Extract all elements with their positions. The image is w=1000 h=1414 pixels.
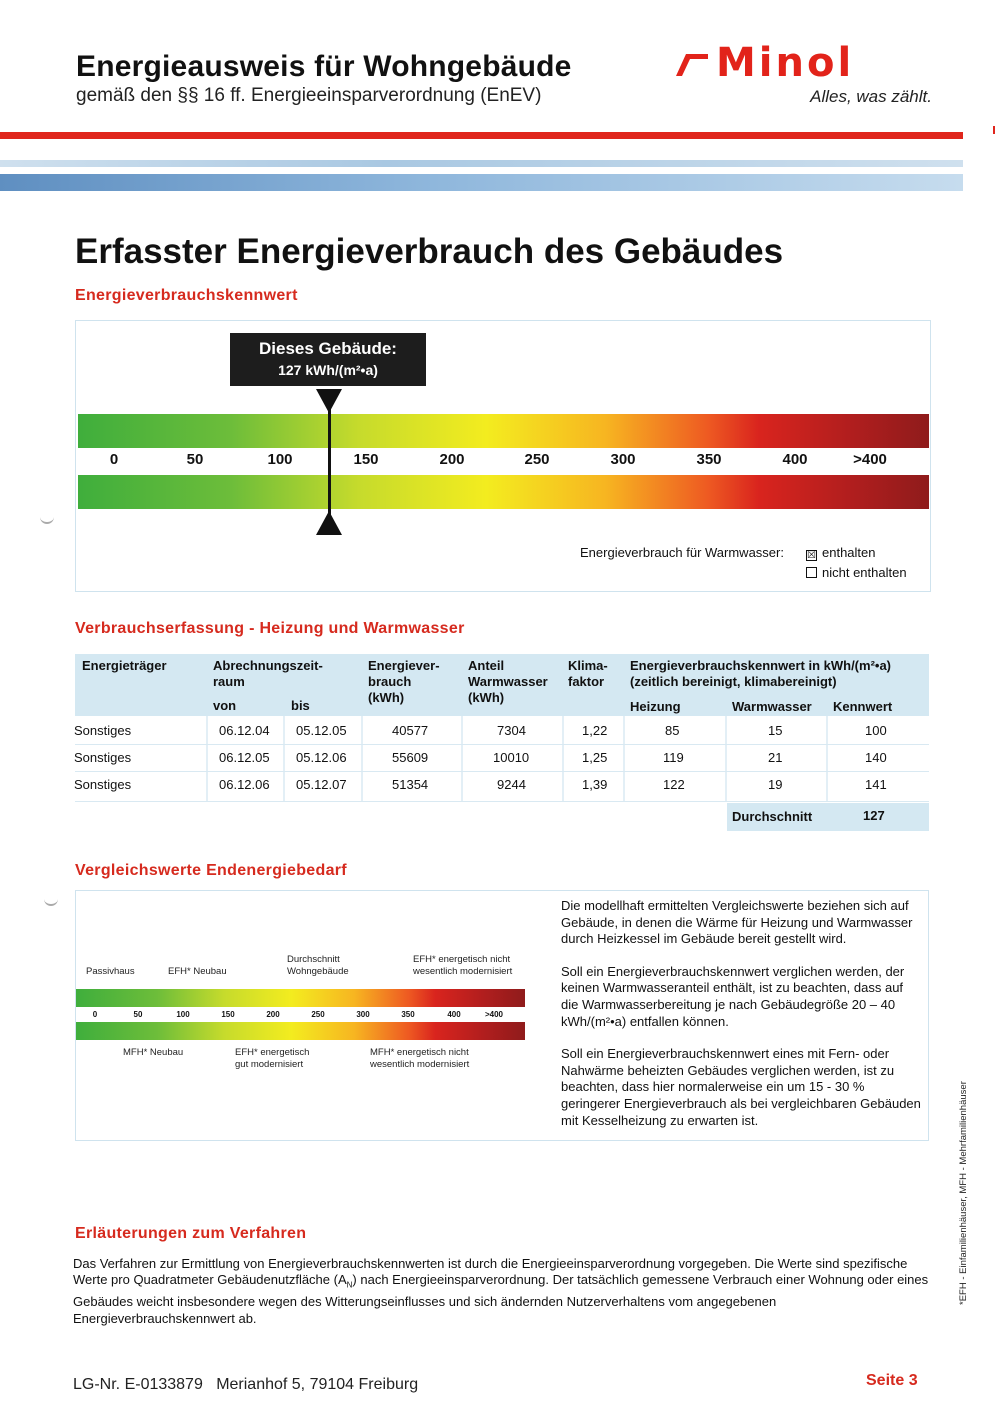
punch-hole-mark: [44, 896, 58, 906]
scale-tick: 300: [610, 451, 636, 468]
comparison-tick: 50: [133, 1010, 143, 1019]
cell-warmwater: 19: [768, 777, 783, 792]
document-subtitle: gemäß den §§ 16 ff. Energieeinsparverordnung (EnEV): [76, 85, 542, 106]
cell-to: 05.12.07: [296, 777, 347, 792]
cell-from: 06.12.06: [219, 777, 270, 792]
comparison-scale-bar-bottom: [76, 1022, 525, 1040]
cell-kennwert: 141: [865, 777, 887, 792]
comparison-tick: 200: [266, 1010, 280, 1019]
section-title-explanation: Erläuterungen zum Verfahren: [75, 1225, 307, 1242]
ref-efh-gut-2: gut modernisiert: [235, 1059, 304, 1070]
cell-to: 05.12.06: [296, 750, 347, 765]
cell-consumption: 51354: [392, 777, 429, 792]
cell-warmwater: 15: [768, 723, 783, 738]
section-title-comparison: Vergleichswerte Endenergiebedarf: [75, 862, 347, 879]
footer-address: LG-Nr. E-0133879 Merianhof 5, 79104 Freiburg: [73, 1376, 419, 1393]
th-share-3: (kWh): [468, 690, 505, 705]
ref-average-2: Wohngebäude: [287, 966, 349, 977]
cell-kennwert: 140: [865, 750, 887, 765]
th-share-2: Warmwasser: [468, 674, 548, 689]
th-from: von: [213, 698, 237, 713]
th-consumption-3: (kWh): [368, 690, 405, 705]
comparison-note: Die modellhaft ermittelten Vergleichswerte beziehen sich auf Gebäude, in denen die Wärme für Heizung und Warmwasser durch Heizkessel im Gebäude bereit gestellt wird.: [561, 898, 913, 947]
explanation-subscript: N: [346, 1281, 353, 1290]
checked-box-icon: ☒: [807, 550, 816, 561]
scale-tick: 400: [782, 451, 808, 468]
scale-tick: 200: [439, 451, 465, 468]
cell-heating: 122: [663, 777, 685, 792]
table-header: [75, 654, 929, 716]
cell-heating: 119: [663, 750, 684, 765]
scale-tick: 50: [186, 451, 204, 468]
light-blue-stripe: [0, 160, 963, 167]
th-period-2: raum: [213, 674, 245, 689]
scale-tick: 100: [267, 451, 293, 468]
cell-from: 06.12.05: [219, 750, 270, 765]
comparison-scale-bar-top: [76, 989, 525, 1007]
ref-efh-neubau: EFH* Neubau: [168, 966, 227, 977]
th-warmwater: Warmwasser: [732, 699, 812, 714]
comparison-tick: 400: [447, 1010, 461, 1019]
ref-mfh-nicht-2: wesentlich modernisiert: [370, 1059, 470, 1070]
th-consumption-2: brauch: [368, 674, 412, 689]
explanation-text: [73, 1256, 935, 1327]
warmwater-label: Energieverbrauch für Warmwasser:: [580, 545, 784, 560]
comparison-notes: [561, 898, 923, 1145]
scale-tick: 0: [109, 451, 119, 468]
option-not-included: [806, 565, 907, 580]
scale-tick: 350: [696, 451, 722, 468]
cell-from: 06.12.04: [219, 723, 270, 738]
minol-logo: [672, 40, 934, 114]
punch-hole-mark: [40, 514, 54, 524]
empty-box-icon: [806, 567, 817, 578]
option-included: [806, 545, 876, 560]
cell-warmwater-share: 7304: [497, 723, 526, 738]
comparison-note: Soll ein Energieverbrauchskennwert verglichen werden, der keinen Warmwasseranteil enthält, ist zu beachten, dass auf die Warmwasserbereitung je nach Gebäudegröße 20 – 40 kWh/(m²•a) entfallen können.: [561, 963, 905, 1029]
building-value: 127 kWh/(m²•a): [278, 362, 378, 378]
brand-name: Minol: [716, 40, 855, 86]
comparison-panel: [75, 890, 929, 1141]
cell-consumption: 40577: [392, 723, 429, 738]
edge-mark: [993, 126, 995, 134]
section-title-kennwert: Energieverbrauchskennwert: [75, 287, 298, 304]
brand-slogan: Alles, was zählt.: [810, 87, 932, 106]
cell-to: 05.12.05: [296, 723, 347, 738]
blue-stripe: [0, 174, 963, 191]
th-to: bis: [291, 698, 310, 713]
cell-climate-factor: 1,25: [582, 750, 608, 765]
main-heading: Erfasster Energieverbrauch des Gebäudes: [75, 232, 784, 271]
table-row: [0, 777, 1000, 797]
th-period-1: Abrechnungszeit-: [213, 658, 323, 673]
page-number: Seite 3: [866, 1372, 918, 1389]
th-climate-1: Klima-: [568, 658, 608, 673]
th-consumption-1: Energiever-: [368, 658, 440, 673]
th-kennwert-1: Energieverbrauchskennwert in kWh/(m²•a): [630, 658, 892, 673]
building-label: Dieses Gebäude:: [259, 339, 397, 358]
average-value: 127: [863, 808, 885, 823]
comparison-tick: >400: [484, 1010, 504, 1019]
cell-heating: 85: [665, 723, 680, 738]
average-row: [727, 803, 929, 831]
cell-carrier: Sonstiges: [74, 777, 132, 792]
ref-efh-nicht-1: EFH* energetisch nicht: [413, 954, 511, 965]
document-title: Energieausweis für Wohngebäude: [76, 50, 572, 83]
cell-carrier: Sonstiges: [74, 750, 132, 765]
ref-mfh-neubau: MFH* Neubau: [123, 1047, 184, 1058]
building-value-box: [230, 333, 426, 386]
comparison-tick: 300: [356, 1010, 370, 1019]
th-share-1: Anteil: [468, 658, 505, 673]
explanation-part-1: Das Verfahren zur Ermittlung von Energieverbrauchskennwerten ist durch die Energieeinsparverordnung vorgegeben. Die Werte sind spezifische Werte pro Quadratmeter Gebäudenutzfläche (A: [73, 1256, 908, 1288]
comparison-tick: 0: [92, 1010, 98, 1019]
comparison-tick: 100: [176, 1010, 190, 1019]
cell-warmwater: 21: [768, 750, 783, 765]
cell-kennwert: 100: [865, 723, 887, 738]
ref-average-1: Durchschnitt: [287, 954, 340, 965]
option-included-label: enthalten: [822, 545, 876, 560]
energy-scale-panel: [75, 320, 931, 592]
comparison-tick: 250: [311, 1010, 325, 1019]
row-separator: [75, 744, 929, 745]
cell-warmwater-share: 10010: [493, 750, 530, 765]
row-separator: [75, 801, 929, 802]
logo-mark-icon: [672, 50, 710, 78]
comparison-tick: 150: [221, 1010, 235, 1019]
red-stripe: [0, 132, 963, 139]
scale-tick: 250: [524, 451, 550, 468]
cell-warmwater-share: 9244: [497, 777, 526, 792]
section-title-consumption: Verbrauchserfassung - Heizung und Warmwasser: [75, 620, 465, 637]
cell-carrier: Sonstiges: [74, 723, 132, 738]
explanation-part-2: ) nach Energieeinsparverordnung. Der tatsächlich gemessene Verbrauch einer Wohnung oder eines Gebäudes weicht insbesondere wegen des Witterungseinflusses und sich ändernden Nutzerverhaltens vom angegebenen Energieverbrauchskennwert ab.: [73, 1272, 929, 1326]
ref-mfh-nicht-1: MFH* energetisch nicht: [370, 1047, 469, 1058]
average-label: Durchschnitt: [732, 809, 813, 824]
comparison-note: Soll ein Energieverbrauchskennwert eines mit Fern- oder Nahwärme beheizten Gebäudes verglichen werden, ist zu beachten, dass hier normalerweise ein um 15 - 30 % geringerer Energieverbrauch als bei vergleichbaren Gebäuden mit Kesselheizung zu erwarten ist.: [561, 1046, 921, 1128]
energy-scale-bar-top: [78, 414, 929, 448]
scale-tick: 150: [353, 451, 379, 468]
side-footnote: *EFH - Einfamilienhäuser, MFH - Mehrfamilienhäuser: [958, 1081, 969, 1305]
option-not-included-label: nicht enthalten: [822, 565, 907, 580]
th-heating: Heizung: [630, 699, 681, 714]
table-row: [0, 750, 1000, 770]
comparison-tick: 350: [401, 1010, 415, 1019]
cell-climate-factor: 1,39: [582, 777, 608, 792]
cell-climate-factor: 1,22: [582, 723, 608, 738]
ref-efh-gut-1: EFH* energetisch: [235, 1047, 310, 1058]
th-carrier: Energieträger: [82, 658, 167, 673]
th-climate-2: faktor: [568, 674, 605, 689]
cell-consumption: 55609: [392, 750, 429, 765]
row-separator: [75, 771, 929, 772]
table-row: [0, 723, 1000, 743]
th-kennwert-2: (zeitlich bereinigt, klimabereinigt): [630, 674, 837, 689]
marker-triangle-down-icon: [316, 389, 342, 413]
ref-passivhaus: Passivhaus: [86, 966, 135, 977]
ref-efh-nicht-2: wesentlich modernisiert: [413, 966, 513, 977]
th-kennwert: Kennwert: [833, 699, 893, 714]
marker-triangle-up-icon: [316, 511, 342, 535]
scale-tick: >400: [853, 451, 887, 468]
energy-scale-bar-bottom: [78, 475, 929, 509]
